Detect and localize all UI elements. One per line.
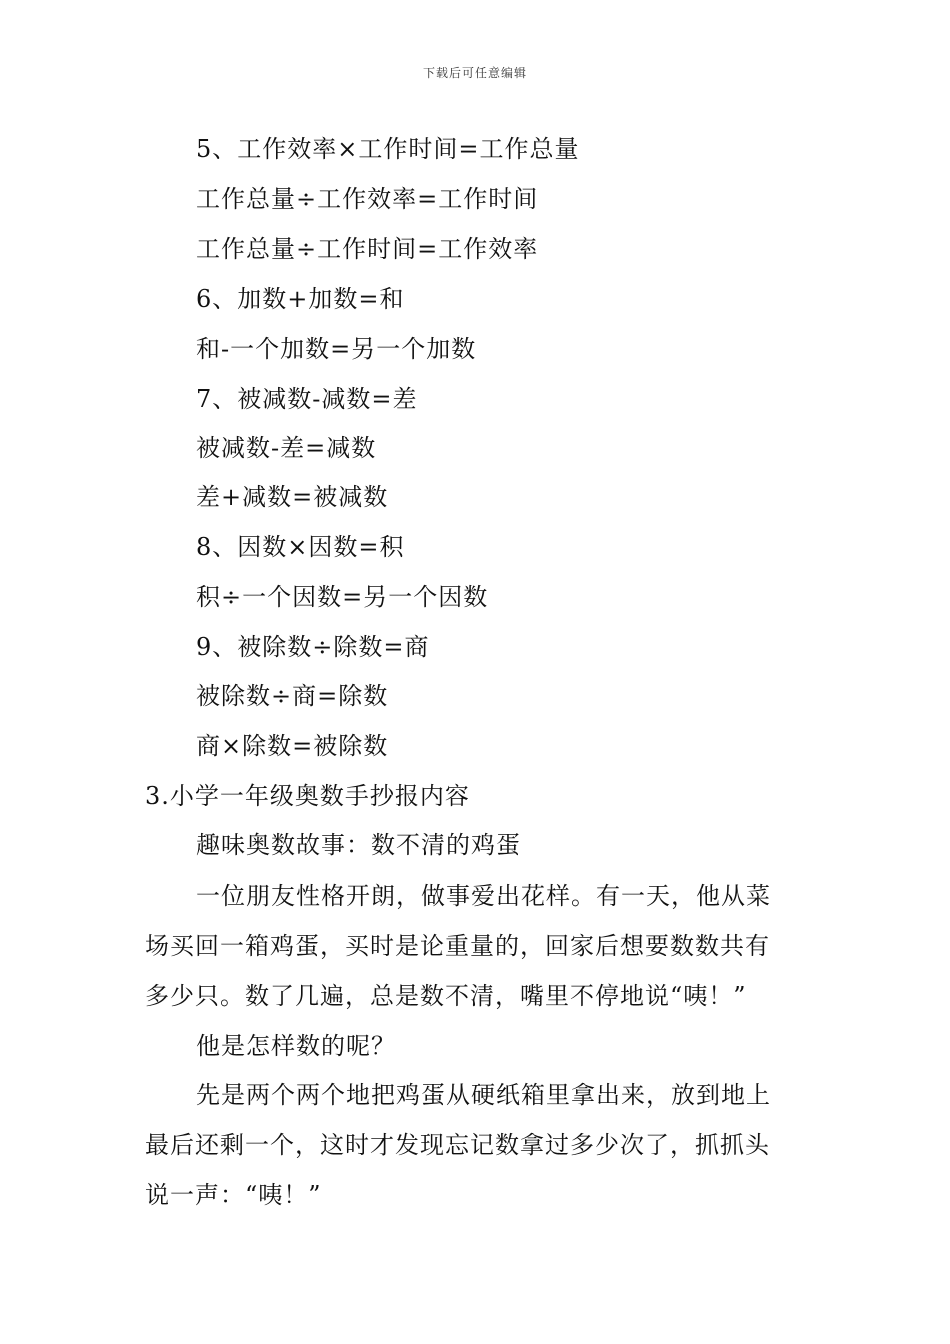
formula-line: 商×除数=被除数 bbox=[196, 732, 389, 760]
section-heading: 3.小学一年级奥数手抄报内容 bbox=[145, 782, 470, 810]
formula-line: 5、工作效率×工作时间=工作总量 bbox=[196, 135, 580, 163]
paragraph-line: 一位朋友性格开朗，做事爱出花样。有一天，他从菜 bbox=[196, 882, 771, 910]
formula-line: 积÷一个因数=另一个因数 bbox=[196, 583, 489, 611]
formula-line: 工作总量÷工作时间=工作效率 bbox=[196, 235, 539, 263]
page-header: 下载后可任意编辑 bbox=[422, 66, 527, 80]
paragraph-line: 最后还剩一个，这时才发现忘记数拿过多少次了，抓抓头 bbox=[145, 1131, 770, 1159]
question-line: 他是怎样数的呢？ bbox=[196, 1032, 396, 1060]
story-title: 趣味奥数故事：数不清的鸡蛋 bbox=[196, 831, 521, 859]
formula-line: 6、加数+加数=和 bbox=[196, 285, 405, 313]
formula-line: 差+减数=被减数 bbox=[196, 483, 389, 511]
formula-line: 和-一个加数=另一个加数 bbox=[196, 335, 477, 363]
paragraph-line: 说一声：“咦！” bbox=[145, 1181, 322, 1209]
paragraph-line: 先是两个两个地把鸡蛋从硬纸箱里拿出来，放到地上 bbox=[196, 1081, 771, 1109]
formula-line: 工作总量÷工作效率=工作时间 bbox=[196, 185, 539, 213]
formula-line: 8、因数×因数=积 bbox=[196, 533, 405, 561]
formula-line: 7、被减数-减数=差 bbox=[196, 385, 418, 413]
formula-line: 9、被除数÷除数=商 bbox=[196, 633, 430, 661]
paragraph-line: 场买回一箱鸡蛋，买时是论重量的，回家后想要数数共有 bbox=[145, 932, 770, 960]
formula-line: 被除数÷商=除数 bbox=[196, 682, 389, 710]
paragraph-line: 多少只。数了几遍，总是数不清，嘴里不停地说“咦！” bbox=[145, 982, 747, 1010]
formula-line: 被减数-差=减数 bbox=[196, 434, 377, 462]
